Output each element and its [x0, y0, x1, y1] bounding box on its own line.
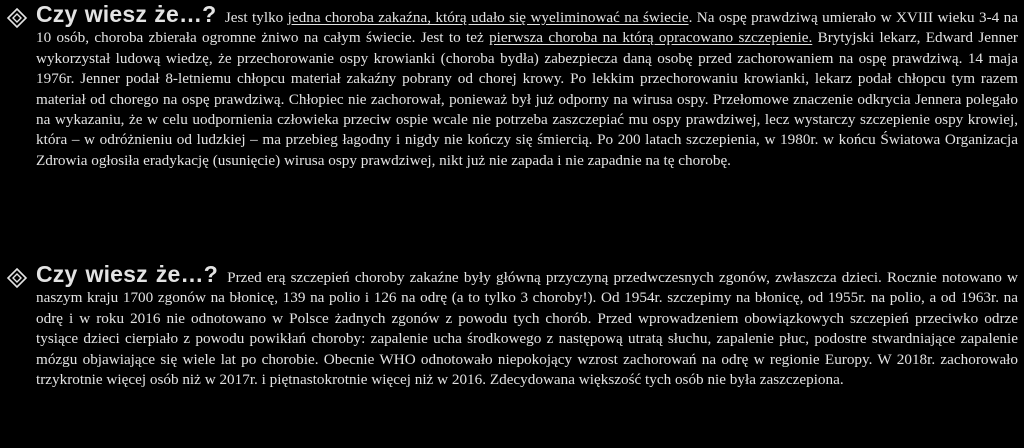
- fact-lead-text: Jest tylko: [224, 9, 288, 26]
- fact-heading: Czy wiesz że…?: [36, 261, 218, 287]
- fact-underlined-claim-2: pierwsza choroba na którą opracowano szczepienie.: [489, 29, 813, 47]
- diamond-bullet-icon: [6, 267, 28, 289]
- fact-body-text-2: Brytyjski lekarz, Edward Jenner wykorzystał ludową wiedzę, że przechorowanie ospy krowianki (choroba bydła) zabezpiecza daną osobę przed zachorowaniem na ospę prawdziwą. 14 maja 1976r. Jenner podał 8-letniemu chłopcu materiał zakaźny pobrany od chorej krowy. Po lekkim przechorowaniu krowianki, lekarz podał chłopcu tym razem materiał od chorego na ospę prawdziwą. Chłopiec nie zachorował, ponieważ był już odporny na wirusa ospy. Przełomowe znaczenie odkrycia Jennera polegało na wykazaniu, że w celu uodpornienia człowieka przeciw ospie wcale nie potrzeba zaszczepiać mu ospy prawdziwej, lecz wystarczy szczepienie ospy krowiej, która – w odróżnieniu od ludzkiej – ma przebieg łagodny i nigdy nie kończy się śmiercią. Po 200 latach szczepienia, w 1980r. w końcu Światowa Organizacja Zdrowia ogłosiła eradykację (usunięcie) wirusa ospy prawdziwej, nikt już nie zapada i nie zapadnie na tę chorobę.: [36, 29, 1018, 169]
- fact-body-text: . Na ospę prawdziwą umierało w XVIII wieku 3-4 na 10 osób, choroba zbierała ogromne żniwo na całym świecie. Jest to też: [36, 9, 1018, 47]
- fact-paragraph-2: [8, 261, 1019, 390]
- fact-paragraph-1: [8, 1, 1018, 171]
- fact-heading: Czy wiesz że…?: [36, 1, 217, 27]
- diamond-bullet-icon: [6, 7, 28, 29]
- fact-underlined-claim: jedna choroba zakaźna, którą udało się wyeliminować na świecie: [287, 9, 689, 26]
- fact-body-text: Przed erą szczepień choroby zakaźne były główną przyczyną przedwczesnych zgonów, zwłaszcza dzieci. Rocznie notowano w naszym kraju 1700 zgonów na błonicę, 139 na polio i 126 na odrę (a to tylko 3 choroby!). Od 1954r. szczepimy na błonicę, od 1955r. na polio, a od 1963r. na odrę i w roku 2016 nie odnotowano w Polsce żadnych zgonów z powodu tych chorób. Przed wprowadzeniem obowiązkowych szczepień przeciwko odrze tysiące dzieci cierpiało z powodu powikłań choroby: zapalenie ucha środkowego z następową utratą słuchu, zapalenie płuc, podostre stwardniające zapalenie mózgu objawiające się wiele lat po chorobie. Obecnie WHO odnotowało niepokojący wzrost zachorowań na odrę w regionie Europy. W 2018r. zachorowało trzykrotnie więcej osób niż w 2017r. i piętnastokrotnie więcej niż w 2016. Zdecydowana większość tych osób nie była zaszczepiona.: [36, 269, 1019, 389]
